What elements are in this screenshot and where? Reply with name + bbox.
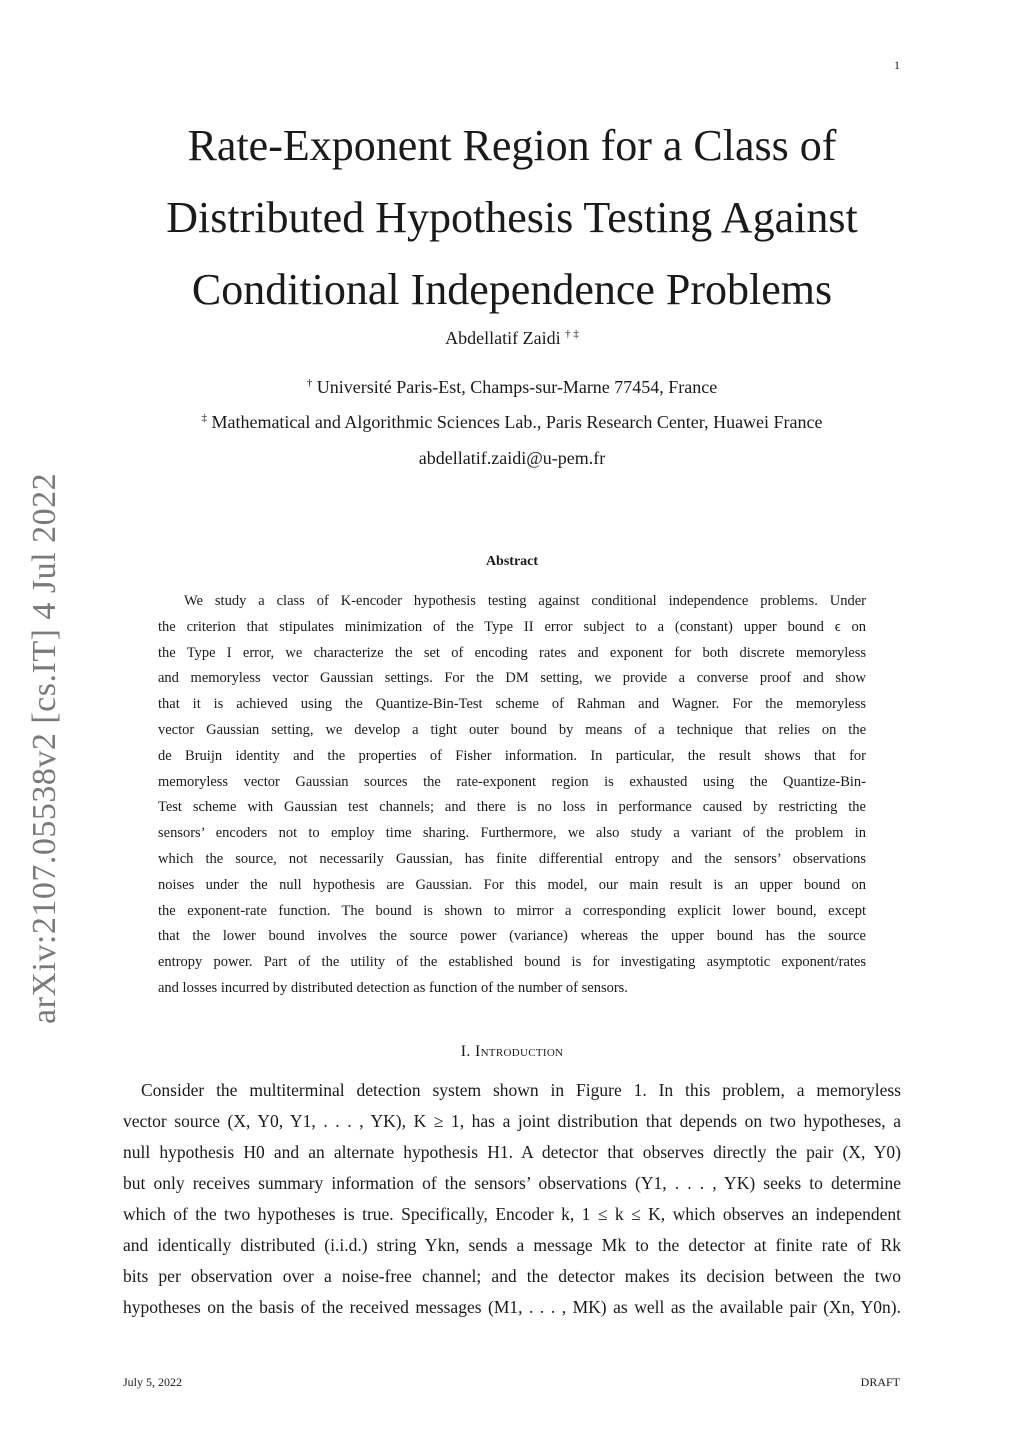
abstract-line: We study a class of K-encoder hypothesis testing against conditional independence problems. Under	[184, 593, 866, 609]
abstract-line: vector Gaussian setting, we develop a tight outer bound by means of a technique that relies on the	[158, 721, 866, 738]
abstract-heading: Abstract	[485, 554, 539, 569]
author-name: Abdellatif Zaidi	[445, 328, 561, 348]
author-marks: † ‡	[565, 328, 579, 340]
affiliation-text: Mathematical and Algorithmic Sciences Lab., Paris Research Center, Huawei France	[211, 412, 823, 432]
page-number: 1	[894, 58, 900, 72]
title-line: Distributed Hypothesis Testing Against	[166, 193, 858, 242]
footer-draft-label: DRAFT	[860, 1375, 900, 1389]
abstract-line: entropy power. Part of the utility of the established bound is for investigating asymptotic exponent/rates	[158, 954, 866, 971]
arxiv-side-label: arXiv:2107.05538v2 [cs.IT] 4 Jul 2022	[26, 472, 63, 1024]
abstract-line: that it is achieved using the Quantize-Bin-Test scheme of Rahman and Wagner. For the memoryless	[158, 696, 866, 713]
introduction-body	[123, 1075, 901, 1323]
intro-line: but only receives summary information of the sensors’ observations (Y1, . . . , YK) seeks to determine	[123, 1173, 901, 1193]
intro-line: which of the two hypotheses is true. Specifically, Encoder k, 1 ≤ k ≤ K, which observes an independent	[123, 1204, 901, 1224]
abstract-line: that the lower bound involves the source power (variance) whereas the upper bound has the source	[158, 928, 866, 945]
abstract-line: Test scheme with Gaussian test channels; and there is no loss in performance caused by restricting the	[158, 799, 866, 816]
abstract-line: the Type I error, we characterize the set of encoding rates and exponent for both discrete memoryless	[158, 644, 866, 661]
abstract-line: the exponent-rate function. The bound is shown to mirror a corresponding explicit lower bound, except	[158, 902, 866, 919]
intro-line: Consider the multiterminal detection system shown in Figure 1. In this problem, a memoryless	[141, 1080, 901, 1100]
intro-line: and identically distributed (i.i.d.) string Ykn, sends a message Mk to the detector at finite rate of Rk	[123, 1235, 901, 1255]
abstract-line: and memoryless vector Gaussian settings. For the DM setting, we provide a converse proof and show	[158, 670, 866, 687]
abstract-line: and losses incurred by distributed detection as function of the number of sensors.	[158, 979, 628, 996]
abstract-line: the criterion that stipulates minimization of the Type II error subject to a (constant) upper bound ϵ on	[158, 618, 866, 635]
title-line: Conditional Independence Problems	[191, 265, 833, 314]
title-line: Rate-Exponent Region for a Class of	[187, 121, 837, 170]
abstract-line: de Bruijn identity and the properties of Fisher information. In particular, the result shows that for	[158, 747, 866, 764]
author-email: abdellatif.zaidi@u-pem.fr	[418, 448, 606, 468]
section-title: Introduction	[474, 1043, 564, 1060]
intro-line: null hypothesis H0 and an alternate hypothesis H1. A detector that observes directly the pair (X, Y0)	[123, 1142, 901, 1162]
affiliation	[0, 412, 1024, 433]
affiliation-mark: †	[306, 377, 313, 389]
abstract-line: which the source, not necessarily Gaussian, has finite differential entropy and the sensors’ observations	[158, 850, 866, 867]
abstract-line: sensors’ encoders not to employ time sharing. Furthermore, we also study a variant of the problem in	[158, 825, 866, 842]
affiliation-mark: ‡	[201, 412, 207, 424]
affiliation	[0, 377, 1024, 398]
affiliation-text: Université Paris-Est, Champs-sur-Marne 77454, France	[316, 377, 718, 397]
section-number: I.	[460, 1043, 471, 1060]
abstract-line: noises under the null hypothesis are Gaussian. For this model, our main result is an upper bound on	[158, 876, 866, 893]
paper-title	[80, 110, 944, 326]
abstract-line: memoryless vector Gaussian sources the rate-exponent region is exhausted using the Quantize-Bin-	[158, 773, 866, 790]
author	[0, 328, 1024, 349]
intro-line: hypotheses on the basis of the received messages (M1, . . . , MK) as well as the available pair (Xn, Y0n).	[123, 1297, 901, 1317]
section-heading-introduction	[0, 1043, 1024, 1061]
abstract-body	[158, 589, 866, 1002]
footer-date: July 5, 2022	[123, 1375, 183, 1389]
intro-line: bits per observation over a noise-free channel; and the detector makes its decision between the two	[123, 1266, 901, 1286]
intro-line: vector source (X, Y0, Y1, . . . , YK), K ≥ 1, has a joint distribution that depends on two hypotheses, a	[123, 1111, 901, 1131]
